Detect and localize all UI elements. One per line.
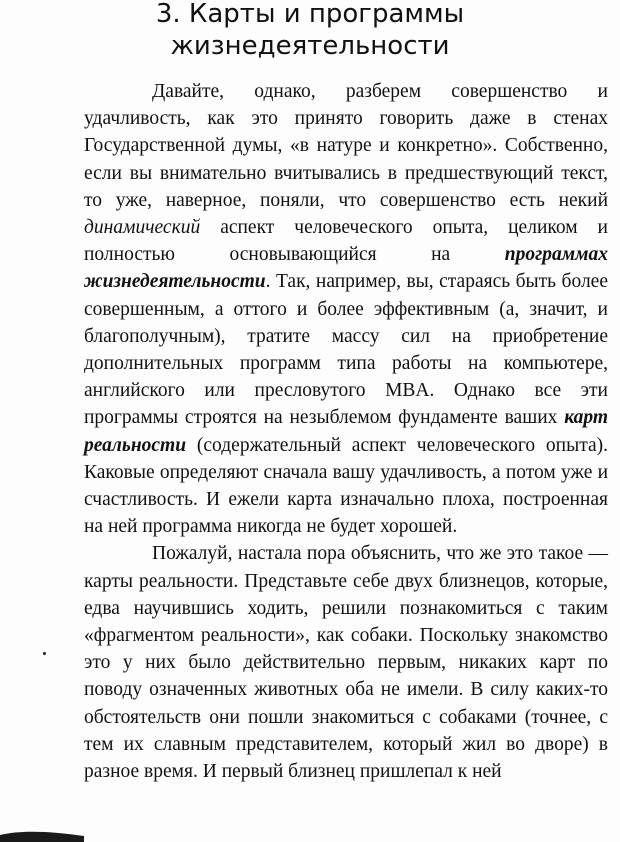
chapter-title-line-2: жизнедеятельности (170, 31, 450, 61)
emphasis-reality-maps: карт реальности (84, 407, 608, 456)
paragraph-1-part-2: аспект человеческого опыта, целиком и полностью основывающийся на (84, 217, 608, 266)
paragraph-1-part-1: Давайте, однако, разберем совершенство и удачливость, как это принято говорить даже в стенах Государственной думы, «в натуре и конкретно». Собственно, если вы внимательно вчитывались в предшествующий текст, то уже, наверное, поняли, что совершенство есть некий (84, 81, 608, 211)
scan-speck (43, 652, 46, 655)
chapter-title-line-1: 3. Карты и программы (155, 0, 465, 29)
paragraph-2: Пожалуй, настала пора объяснить, что же это такое — карты реальности. Представьте себе двух близнецов, которые, едва научившись ходить, решили познакомиться с таким «фрагментом реальности», как собаки. Поскольку знакомство это у них было действительно первым, никаких карт по поводу означенных животных оба не имели. В силу каких-то обстоятельств они пошли знакомиться с собаками (точнее, с тем их славным представителем, который жил во дворе) в разное время. И первый близнец пришлепал к ней (84, 543, 608, 783)
emphasis-dynamic: динамический (84, 217, 201, 239)
paragraph-1 (84, 78, 608, 540)
body-text (84, 78, 608, 785)
paragraph-1-part-4: (содержательный аспект человеческого опыта). Каковые определяют сначала вашу удачливость, а потом уже и счастливость. И ежели карта изначально плоха, построенная на ней программа никогда не будет хорошей. (84, 434, 608, 538)
scan-edge-shadow (0, 826, 84, 842)
emphasis-life-programs: программах жизнедеятельности (84, 244, 608, 293)
paragraph-1-part-3: . Так, например, вы, стараясь быть более совершенным, а оттого и более эффективным (а, значит, и благополучным), тратите массу сил на приобретение дополнительных программ типа работы на компьютере, английского или пресловутого MBA. Однако все эти программы строятся на незыблемом фундаменте ваших (84, 271, 608, 429)
